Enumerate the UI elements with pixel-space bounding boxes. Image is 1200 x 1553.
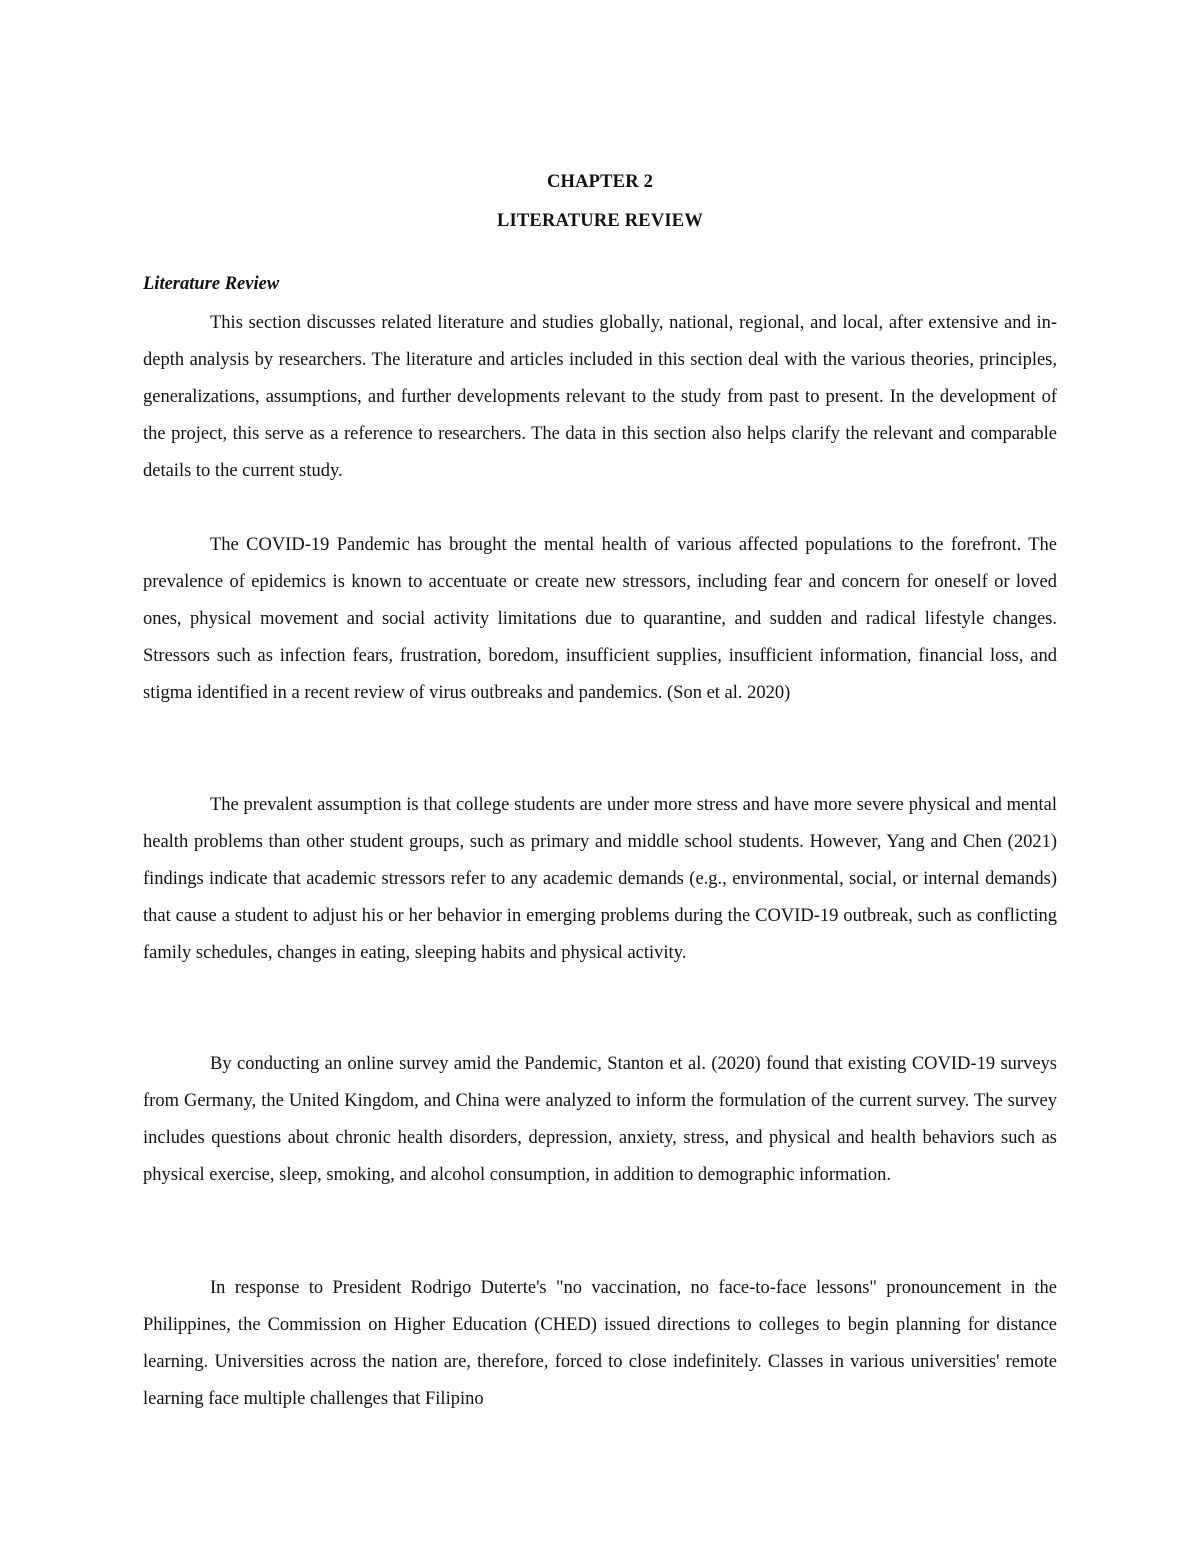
- section-heading: Literature Review: [143, 274, 280, 294]
- paragraph-intro: This section discusses related literature and studies globally, national, regional, and local, after extensive and in-depth analysis by researchers. The literature and articles included in this section deal with the various theories, principles, generalizations, assumptions, and further developments relevant to the study from past to present. In the development of the project, this serve as a reference to researchers. The data in this section also helps clarify the relevant and comparable details to the current study.: [143, 313, 1057, 481]
- chapter-title: LITERATURE REVIEW: [496, 211, 704, 231]
- paragraph-covid-mental-health: The COVID-19 Pandemic has brought the mental health of various affected populations to the forefront. The prevalence of epidemics is known to accentuate or create new stressors, including fear and concern for oneself or loved ones, physical movement and social activity limitations due to quarantine, and sudden and radical lifestyle changes. Stressors such as infection fears, frustration, boredom, insufficient supplies, insufficient information, financial loss, and stigma identified in a recent review of virus outbreaks and pandemics. (Son et al. 2020): [143, 535, 1057, 703]
- paragraph-college-stress: The prevalent assumption is that college students are under more stress and have more severe physical and mental health problems than other student groups, such as primary and middle school students. However, Yang and Chen (2021) findings indicate that academic stressors refer to any academic demands (e.g., environmental, social, or internal demands) that cause a student to adjust his or her behavior in emerging problems during the COVID-19 outbreak, such as conflicting family schedules, changes in eating, sleeping habits and physical activity.: [143, 795, 1057, 963]
- paragraph-distance-learning: In response to President Rodrigo Duterte's "no vaccination, no face-to-face lessons" pronouncement in the Philippines, the Commission on Higher Education (CHED) issued directions to colleges to begin planning for distance learning. Universities across the nation are, therefore, forced to close indefinitely. Classes in various universities' remote learning face multiple challenges that Filipino: [143, 1278, 1057, 1409]
- paragraph-online-survey: By conducting an online survey amid the Pandemic, Stanton et al. (2020) found that existing COVID-19 surveys from Germany, the United Kingdom, and China were analyzed to inform the formulation of the current survey. The survey includes questions about chronic health disorders, depression, anxiety, stress, and physical and health behaviors such as physical exercise, sleep, smoking, and alcohol consumption, in addition to demographic information.: [143, 1054, 1057, 1185]
- chapter-number: CHAPTER 2: [546, 172, 654, 192]
